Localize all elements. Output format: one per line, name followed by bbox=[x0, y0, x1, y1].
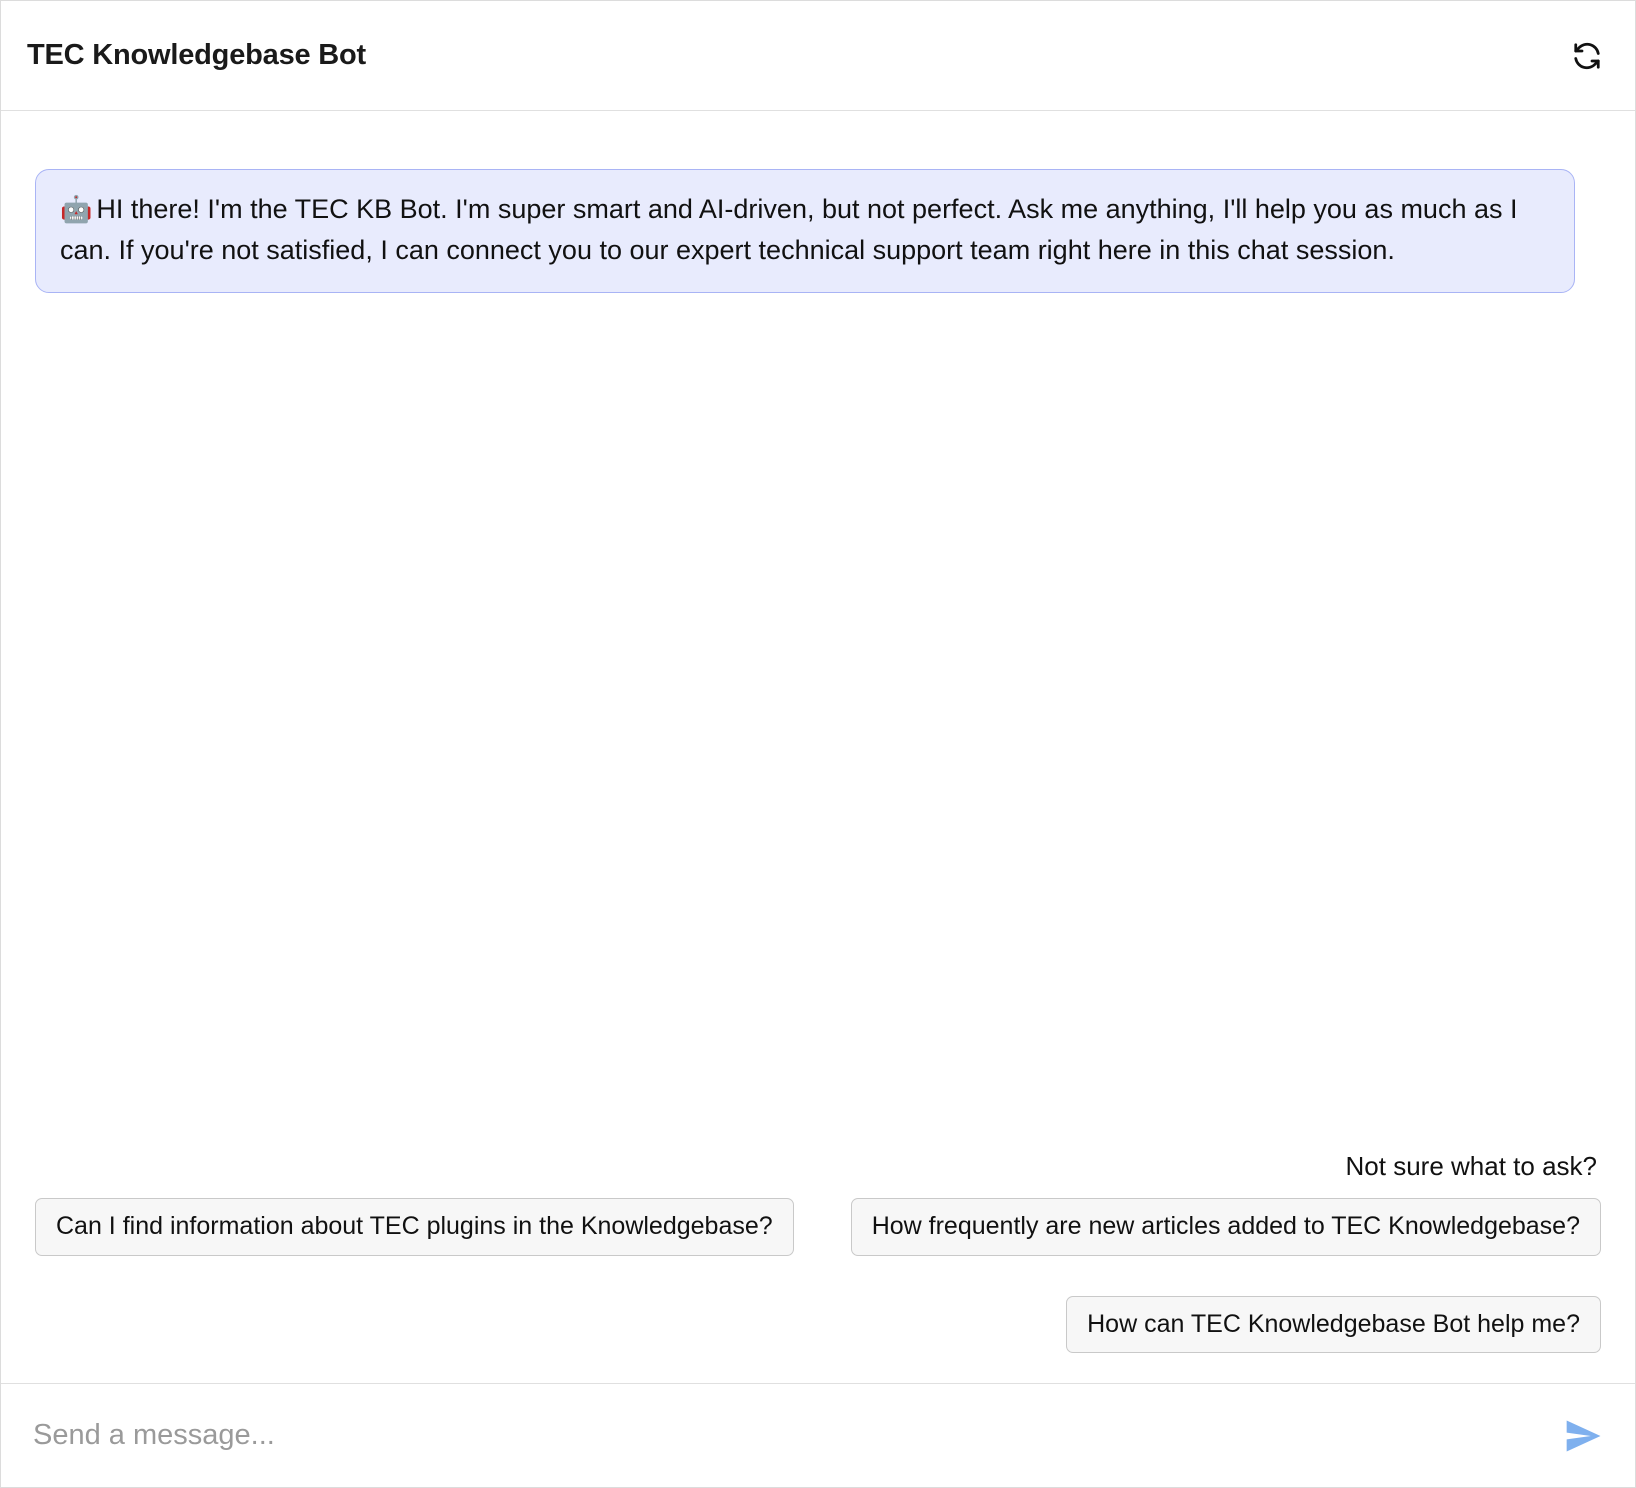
message-input[interactable] bbox=[31, 1418, 1555, 1453]
message-composer bbox=[1, 1383, 1635, 1487]
suggestion-chip-how-help[interactable]: How can TEC Knowledgebase Bot help me? bbox=[1066, 1296, 1601, 1354]
widget-header bbox=[1, 1, 1635, 111]
suggestion-chip-row bbox=[35, 1198, 1601, 1256]
bot-message-text: HI there! I'm the TEC KB Bot. I'm super smart and AI-driven, but not perfect. Ask me anything, I'll help you as much as I can. If you're not satisfied, I can connect you to our expert technical support team right here in this chat session. bbox=[60, 194, 1518, 266]
suggestions-panel bbox=[35, 1151, 1601, 1383]
suggestion-chip-list bbox=[35, 1198, 1601, 1353]
robot-icon: 🤖 bbox=[60, 194, 93, 224]
bot-message-bubble bbox=[35, 169, 1575, 293]
refresh-icon[interactable] bbox=[1565, 34, 1609, 78]
suggestion-chip-new-articles[interactable]: How frequently are new articles added to TEC Knowledgebase? bbox=[851, 1198, 1601, 1256]
suggestions-hint: Not sure what to ask? bbox=[1345, 1151, 1597, 1181]
send-button[interactable] bbox=[1555, 1408, 1611, 1464]
page-title: TEC Knowledgebase Bot bbox=[27, 39, 366, 71]
suggestion-chip-plugins[interactable]: Can I find information about TEC plugins in the Knowledgebase? bbox=[35, 1198, 794, 1256]
message-row bbox=[35, 169, 1601, 293]
suggestion-chip-row bbox=[35, 1296, 1601, 1354]
conversation-area bbox=[1, 111, 1635, 1383]
